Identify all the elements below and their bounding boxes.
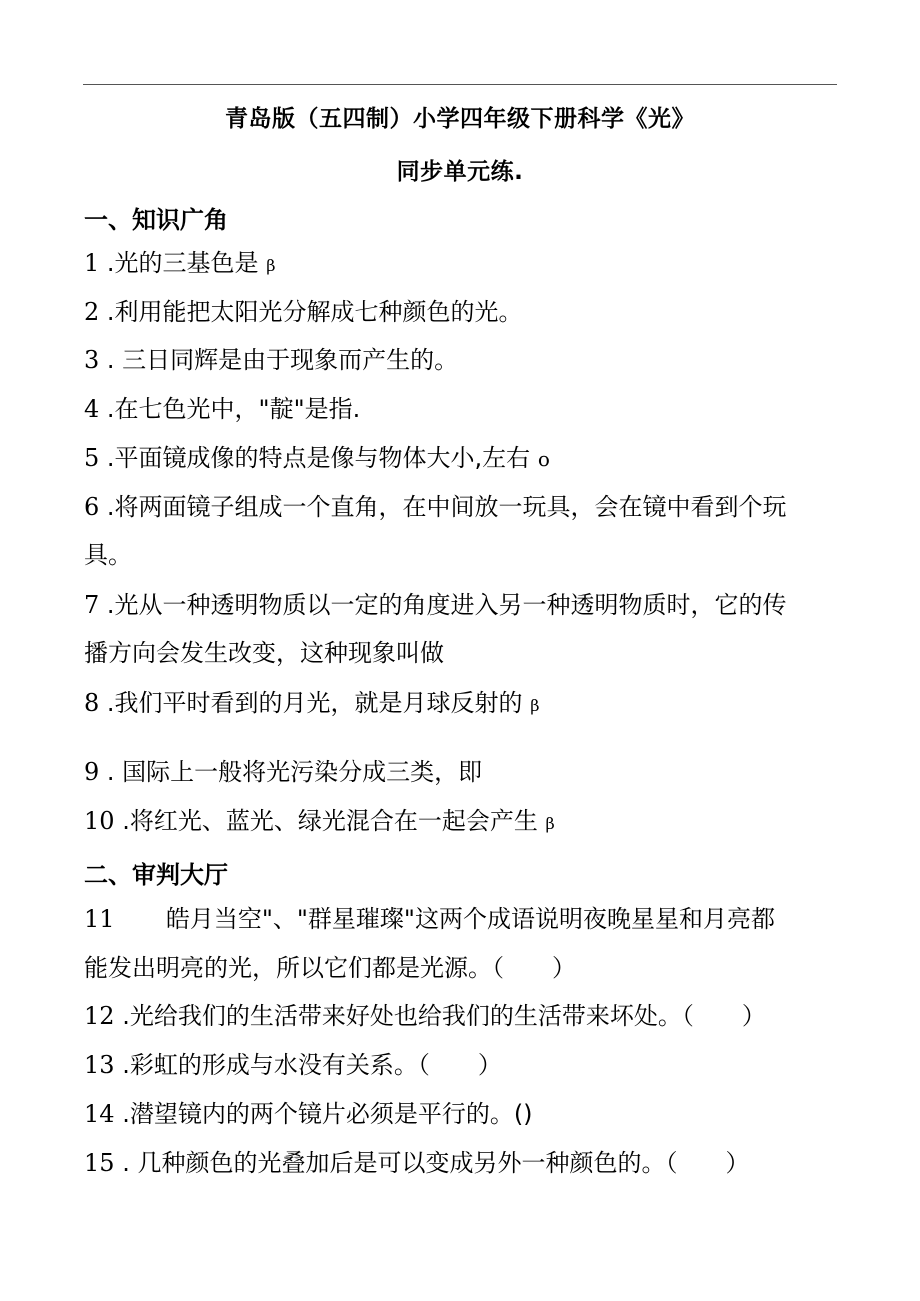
question-number: 12 xyxy=(84,1002,115,1030)
question-number: 14 xyxy=(84,1100,115,1128)
question-text: . 国际上一般将光污染分成三类，即 xyxy=(106,758,483,786)
question-item xyxy=(84,345,458,375)
question-item xyxy=(84,590,787,620)
question-text: .将红光、蓝光、绿光混合在一起会产生 xyxy=(122,807,538,835)
question-text: .将两面镜子组成一个直角，在中间放一玩具，会在镜中看到个玩 xyxy=(106,493,787,521)
question-number: 6 xyxy=(84,493,100,521)
question-number: 13 xyxy=(84,1051,115,1079)
question-item xyxy=(84,806,555,839)
question-tail: o xyxy=(537,447,550,471)
question-item xyxy=(84,904,775,934)
question-text: .潜望镜内的两个镜片必须是平行的。() xyxy=(122,1100,533,1128)
section-heading-judgment: 二、审判大厅 xyxy=(84,861,228,889)
question-number: 1 xyxy=(84,249,100,277)
question-number: 8 xyxy=(84,689,100,717)
question-text: .光从一种透明物质以一定的角度进入另一种透明物质时，它的传 xyxy=(106,591,787,619)
doc-subtitle: 同步单元练. xyxy=(396,159,524,185)
question-text: .利用能把太阳光分解成七种颜色的光。 xyxy=(106,298,523,326)
question-item xyxy=(84,1050,502,1080)
question-item xyxy=(84,1148,749,1178)
question-number: 4 xyxy=(84,395,100,423)
question-number: 5 xyxy=(84,444,100,472)
question-item xyxy=(84,492,787,522)
question-item xyxy=(84,757,482,787)
question-text: . 三日同辉是由于现象而产生的。 xyxy=(106,346,459,374)
question-tail: β xyxy=(266,256,276,275)
question-item xyxy=(84,443,550,474)
question-text: .平面镜成像的特点是像与物体大小,左右 xyxy=(106,444,531,472)
question-number: 10 xyxy=(84,807,115,835)
question-number: 11 xyxy=(84,905,115,933)
question-tail: β xyxy=(530,696,540,715)
top-rule xyxy=(83,84,837,85)
question-item xyxy=(84,1001,766,1031)
question-number: 9 xyxy=(84,758,100,786)
question-number: 7 xyxy=(84,591,100,619)
question-text: .光给我们的生活带来好处也给我们的生活带来坏处。（ ） xyxy=(122,1002,766,1030)
section-heading-knowledge: 一、知识广角 xyxy=(84,206,228,234)
question-number: 2 xyxy=(84,298,100,326)
question-text: .在七色光中，"靛"是指. xyxy=(106,395,361,423)
doc-title: 青岛版（五四制）小学四年级下册科学《光》 xyxy=(225,106,695,132)
question-text: . 几种颜色的光叠加后是可以变成另外一种颜色的。（ ） xyxy=(122,1149,750,1177)
question-continuation: 播方向会发生改变，这种现象叫做 xyxy=(84,639,444,667)
question-continuation: 具。 xyxy=(84,541,132,569)
question-continuation: 能发出明亮的光，所以它们都是光源。（ ） xyxy=(84,954,576,982)
question-text: .我们平时看到的月光，就是月球反射的 xyxy=(106,689,523,717)
question-item xyxy=(84,1099,533,1129)
question-item xyxy=(84,248,275,281)
question-text: 皓月当空"、"群星璀璨"这两个成语说明夜晚星星和月亮都 xyxy=(165,905,775,933)
question-number: 15 xyxy=(84,1149,115,1177)
question-item xyxy=(84,394,360,424)
question-item xyxy=(84,688,539,721)
question-item xyxy=(84,297,523,327)
question-number: 3 xyxy=(84,346,100,374)
question-text: .光的三基色是 xyxy=(106,249,259,277)
question-tail: β xyxy=(545,814,555,833)
question-text: .彩虹的形成与水没有关系。（ ） xyxy=(122,1051,502,1079)
